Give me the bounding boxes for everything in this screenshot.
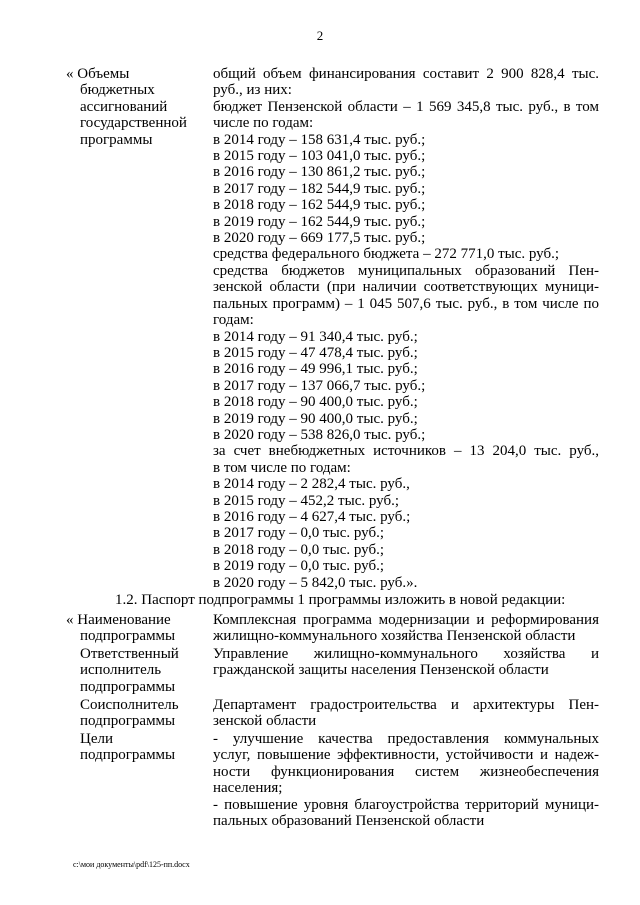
budget-text-line: в 2014 году – 158 631,4 тыс. руб.;: [213, 131, 426, 148]
budget-details: [213, 66, 599, 591]
budget-text-line: в 2018 году – 162 544,9 тыс. руб.;: [213, 197, 426, 214]
budget-text-line: общий объем финансирования составит 2 900 828,4 тыс.: [213, 66, 599, 82]
budget-text-line: в 2016 году – 4 627,4 тыс. руб.;: [213, 508, 411, 525]
budget-text-line: в 2017 году – 137 066,7 тыс. руб.;: [213, 377, 426, 394]
budget-text-line: в 2016 году – 130 861,2 тыс. руб.;: [213, 164, 426, 181]
budget-text-line: числе по годам:: [213, 115, 314, 132]
budget-label-line: бюджетных: [80, 82, 155, 99]
budget-text-line: в 2017 году – 182 544,9 тыс. руб.;: [213, 180, 426, 197]
passport-value-line: Департамент градостроительства и архитектуры Пен-: [213, 697, 599, 713]
passport-row-value: [213, 731, 599, 829]
passport-row-label: [66, 731, 175, 764]
passport-label-line: Цели: [80, 731, 114, 747]
passport-value-line: ности функционирования систем жизнеобеспечения: [213, 763, 599, 780]
passport-row-value: [213, 697, 599, 730]
passport-row-label: [66, 697, 179, 730]
passport-row-value: [213, 646, 599, 679]
budget-text-line: в 2019 году – 0,0 тыс. руб.;: [213, 558, 385, 575]
budget-text-line: зенской области (при наличии соответствующих муници-: [213, 279, 599, 296]
passport-value-line: - улучшение качества предоставления коммунальных: [213, 731, 599, 747]
passport-label-line: подпрограммы: [80, 713, 176, 730]
budget-label-line: « Объемы: [66, 66, 130, 82]
budget-text-line: в 2015 году – 47 478,4 тыс. руб.;: [213, 344, 418, 361]
budget-text-line: в 2016 году – 49 996,1 тыс. руб.;: [213, 361, 418, 378]
budget-text-line: в 2020 году – 669 177,5 тыс. руб.;: [213, 230, 426, 247]
budget-label: [66, 66, 206, 148]
budget-text-line: в 2019 году – 162 544,9 тыс. руб.;: [213, 213, 426, 230]
passport-value-line: гражданской защиты населения Пензенской области: [213, 662, 549, 679]
passport-value-line: населения;: [213, 780, 283, 797]
budget-text-line: в 2015 году – 452,2 тыс. руб.;: [213, 492, 400, 509]
passport-label-line: « Наименование: [66, 612, 171, 628]
passport-label-line: подпрограммы: [80, 678, 176, 695]
budget-text-line: в 2019 году – 90 400,0 тыс. руб.;: [213, 410, 418, 427]
budget-label-line: ассигнований: [80, 98, 168, 115]
passport-row-value: [213, 612, 599, 645]
passport-label-line: Ответственный: [80, 646, 179, 662]
budget-text-line: пальных программ) – 1 045 507,6 тыс. руб., в том числе по: [213, 295, 599, 312]
footer-file-path: c:\мои документы\pdf\125-пп.docx: [73, 860, 190, 869]
budget-label-line: программы: [80, 131, 153, 148]
passport-label-line: исполнитель: [80, 662, 162, 679]
budget-text-line: в 2014 году – 91 340,4 тыс. руб.;: [213, 328, 418, 345]
passport-value-line: услуг, повышение эффективности, устойчивости и надеж-: [213, 747, 599, 764]
budget-text-line: в 2018 году – 90 400,0 тыс. руб.;: [213, 394, 418, 411]
passport-value-line: зенской области: [213, 713, 317, 730]
passport-label-line: Соисполнитель: [80, 697, 179, 713]
budget-text-line: в 2020 году – 538 826,0 тыс. руб.;: [213, 426, 426, 443]
passport-value-line: пальных образований Пензенской области: [213, 813, 485, 830]
budget-text-line: в 2017 году – 0,0 тыс. руб.;: [213, 525, 385, 542]
budget-text-line: в том числе по годам:: [213, 459, 351, 476]
budget-text-line: средства федерального бюджета – 272 771,0 тыс. руб.;: [213, 246, 560, 263]
passport-row-label: [66, 612, 175, 645]
budget-text-line: в 2014 году – 2 282,4 тыс. руб.,: [213, 476, 410, 493]
passport-value-line: жилищно-коммунального хозяйства Пензенской области: [213, 628, 576, 645]
page-number: 2: [316, 28, 324, 43]
budget-text-line: средства бюджетов муниципальных образований Пен-: [213, 262, 599, 279]
budget-label-line: государственной: [80, 115, 187, 132]
passport-value-line: Комплексная программа модернизации и реформирования: [213, 612, 599, 628]
passport-value-line: Управление жилищно-коммунального хозяйства и: [213, 646, 599, 662]
passport-label-line: подпрограммы: [80, 747, 176, 764]
budget-text-line: бюджет Пензенской области – 1 569 345,8 тыс. руб., в том: [213, 98, 599, 115]
section-heading-1-2: 1.2. Паспорт подпрограммы 1 программы изложить в новой редакции:: [115, 592, 566, 608]
passport-row-label: [66, 646, 179, 695]
passport-value-line: - повышение уровня благоустройства территорий муници-: [213, 796, 599, 813]
budget-text-line: годам:: [213, 312, 254, 329]
budget-text-line: руб., из них:: [213, 82, 292, 99]
budget-text-line: в 2018 году – 0,0 тыс. руб.;: [213, 541, 385, 558]
budget-text-line: в 2015 году – 103 041,0 тыс. руб.;: [213, 148, 426, 165]
passport-label-line: подпрограммы: [80, 628, 176, 645]
budget-text-line: в 2020 году – 5 842,0 тыс. руб.».: [213, 574, 418, 591]
budget-text-line: за счет внебюджетных источников – 13 204,0 тыс. руб.,: [213, 443, 599, 460]
